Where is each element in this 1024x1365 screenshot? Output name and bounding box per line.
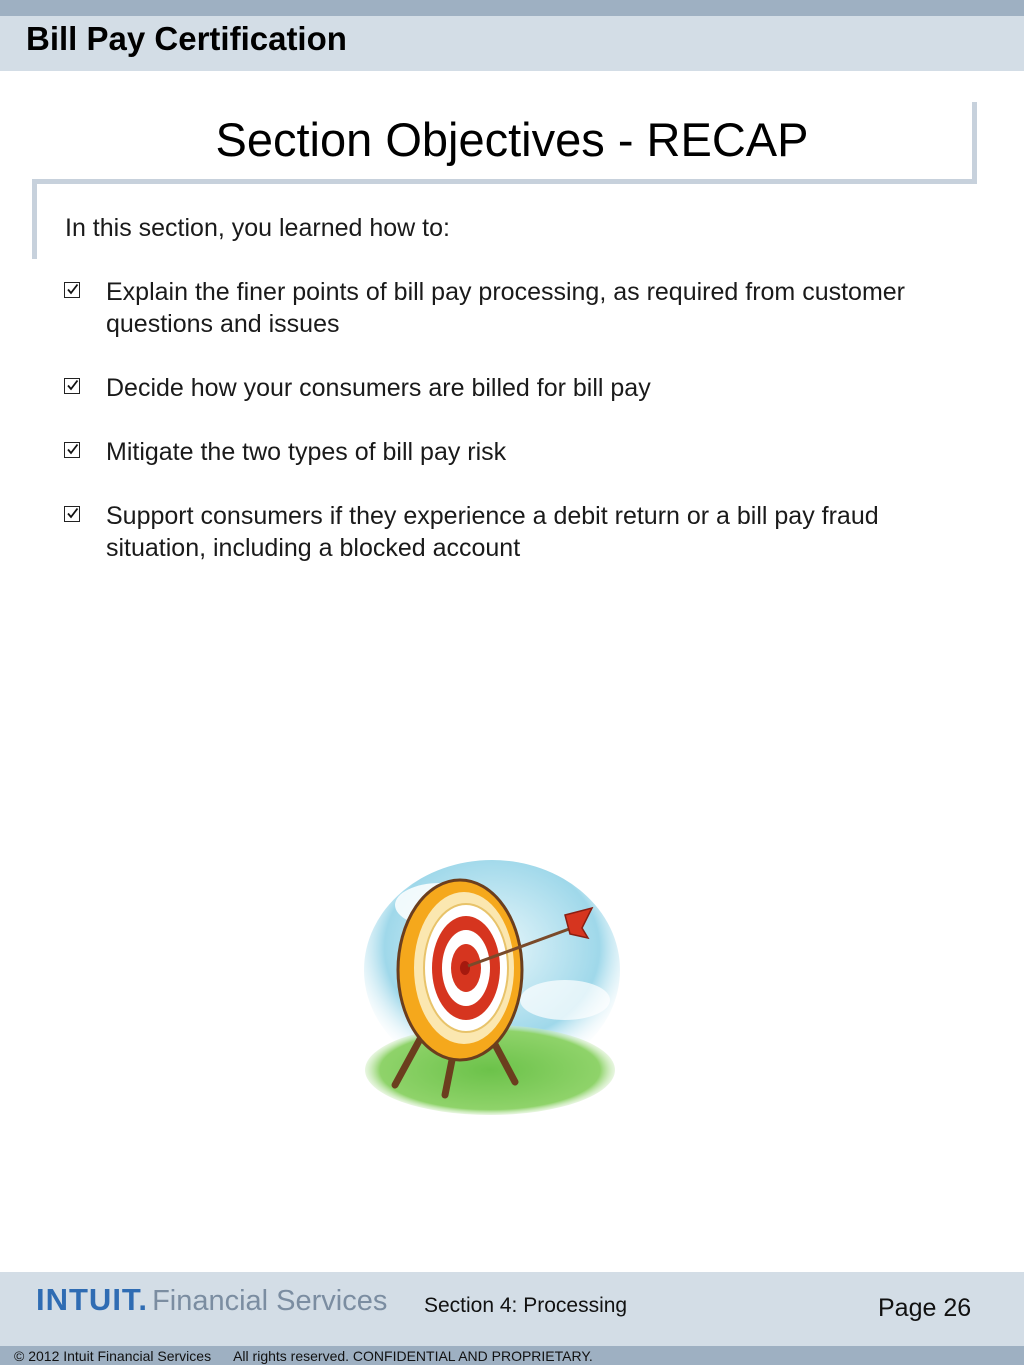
rights-text: All rights reserved. CONFIDENTIAL AND PROPRIETARY.: [233, 1348, 593, 1364]
checkbox-checked-icon: [64, 282, 80, 298]
objective-line: questions and issues: [106, 310, 340, 338]
title-frame-bottom: [32, 179, 977, 184]
checkbox-checked-icon: [64, 506, 80, 522]
target-arrow-icon: [360, 860, 625, 1120]
section-title: Section Objectives - RECAP: [215, 113, 809, 166]
objective-line: Decide how your consumers are billed for bill pay: [106, 374, 651, 402]
checkbox-checked-icon: [64, 378, 80, 394]
objective-item: [62, 276, 962, 340]
objective-line: situation, including a blocked account: [106, 534, 521, 562]
page-number: Page 26: [878, 1294, 972, 1322]
objective-line: Support consumers if they experience a debit return or a bill pay fraud: [106, 502, 879, 530]
copyright-text: © 2012 Intuit Financial Services: [14, 1348, 212, 1364]
document-title: Bill Pay Certification: [26, 20, 347, 57]
checkbox-checked-icon: [64, 442, 80, 458]
top-accent-band: [0, 0, 1024, 16]
objective-line: Explain the finer points of bill pay processing, as required from customer: [106, 278, 905, 306]
logo-brand: INTUIT.: [36, 1282, 149, 1317]
title-frame-left: [32, 179, 37, 259]
objective-item: [62, 436, 962, 468]
objective-item: [62, 500, 962, 564]
intuit-logo: [36, 1282, 387, 1322]
logo-suffix: Financial Services: [152, 1285, 388, 1317]
intro-text: In this section, you learned how to:: [65, 214, 450, 242]
copyright-line: [14, 1348, 593, 1364]
objective-item: [62, 372, 962, 404]
objectives-list: [62, 276, 962, 596]
footer-section-label: Section 4: Processing: [424, 1294, 628, 1317]
objective-line: Mitigate the two types of bill pay risk: [106, 438, 507, 466]
